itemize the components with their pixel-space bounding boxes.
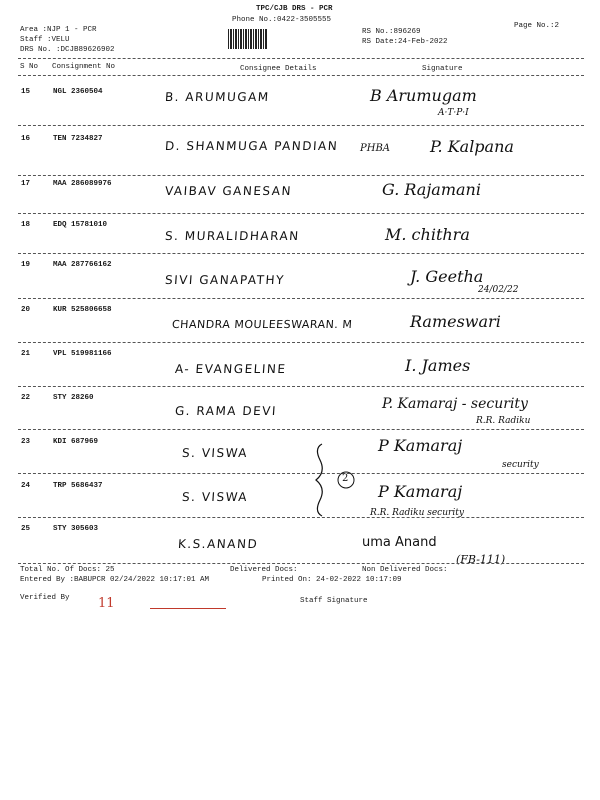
row-sno: 21 (21, 350, 31, 358)
row-consignee: S. MURALIDHARAN (164, 229, 301, 243)
row-signature: P Kamaraj (378, 482, 463, 501)
row-note: (FB-111) (456, 553, 506, 566)
barcode-image (228, 29, 268, 49)
row-consignee: G. RAMA DEVI (174, 404, 278, 418)
header-divider (18, 58, 584, 59)
row-signature: I. James (405, 356, 471, 375)
drs-number: DRS No. :DCJB89626902 (20, 46, 115, 54)
row-consignment: MAA 286089976 (53, 180, 112, 188)
row-consignee: S. VISWA (181, 446, 249, 460)
row-sno: 22 (21, 394, 31, 402)
row-sno: 25 (21, 525, 31, 533)
col-signature: Signature (422, 65, 463, 73)
col-consignee: Consignee Details (240, 65, 317, 73)
row-consignee: VAIBAV GANESAN (164, 184, 293, 198)
row-sno: 15 (21, 88, 31, 96)
row-consignment: EDQ 15781010 (53, 221, 108, 229)
row-consignee: S. VISWA (181, 490, 249, 504)
row-consignee: B. ARUMUGAM (164, 90, 271, 104)
row-sno: 16 (21, 135, 31, 143)
total-docs: Total No. Of Docs: 25 (20, 566, 115, 574)
row-consignment: TRP 5686437 (53, 482, 103, 490)
row-consignment: TEN 7234827 (53, 135, 103, 143)
columns-divider (18, 75, 584, 76)
col-sno: S No (20, 63, 39, 71)
row-sno: 23 (21, 438, 31, 446)
row-signature: P. Kalpana (430, 137, 514, 156)
brace-number: 2 (342, 473, 349, 484)
row-consignment: KUR 525806658 (53, 306, 112, 314)
row-note: R.R. Radiku security (370, 508, 464, 518)
row-signature: J. Geetha (410, 267, 484, 286)
verified-mark: 11 (98, 596, 115, 611)
row-consignee: CHANDRA MOULEESWARAN. M (171, 318, 353, 331)
row-sno: 20 (21, 306, 31, 314)
row-signature: P. Kamaraj - security (382, 396, 528, 412)
row-sno: 24 (21, 482, 31, 490)
row-signature: M. chithra (385, 225, 470, 244)
row-consignee: D. SHANMUGA PANDIAN (164, 139, 339, 153)
row-note: R.R. Radiku (476, 416, 531, 426)
row-note: 24/02/22 (478, 285, 519, 295)
row-signature: G. Rajamani (382, 180, 481, 199)
row-note: PHBA (360, 143, 391, 154)
non-delivered-docs: Non Delivered Docs: (362, 566, 448, 574)
row-sno: 19 (21, 261, 31, 269)
row-note: security (502, 460, 539, 470)
row-consignment: STY 305603 (53, 525, 99, 533)
row-note: A·T·P·I (438, 108, 469, 118)
row-consignee: SIVI GANAPATHY (164, 273, 286, 287)
row-consignment: MAA 287766162 (53, 261, 112, 269)
row-sno: 18 (21, 221, 31, 229)
verified-line (150, 608, 226, 609)
row-signature: uma Anand (362, 535, 437, 550)
row-consignment: NGL 2360504 (53, 88, 103, 96)
staff-signature: Staff Signature (300, 597, 368, 605)
row-consignee: A- EVANGELINE (174, 362, 287, 376)
row-divider (18, 563, 584, 564)
table-row (0, 515, 600, 567)
staff-label: Staff :VELU (20, 36, 70, 44)
row-consignee: K.S.ANAND (177, 537, 259, 551)
table-row (0, 78, 600, 130)
area-label: Area :NJP 1 - PCR (20, 26, 97, 34)
row-consignment: STY 28260 (53, 394, 94, 402)
row-signature: P Kamaraj (378, 436, 463, 455)
row-consignment: VPL 519981166 (53, 350, 112, 358)
phone-number: Phone No.:0422-3505555 (232, 16, 332, 24)
rs-date: RS Date:24-Feb-2022 (362, 38, 448, 46)
page-number: Page No.:2 (514, 22, 560, 30)
row-signature: Rameswari (410, 312, 501, 331)
row-sno: 17 (21, 180, 31, 188)
brace-mark (310, 440, 360, 520)
entered-by: Entered By :BABUPCR 02/24/2022 10:17:01 AM (20, 576, 210, 584)
verified-by: Verified By (20, 594, 70, 602)
delivered-docs: Delivered Docs: (230, 566, 298, 574)
row-signature: B Arumugam (370, 86, 477, 105)
col-consignment: Consignment No (52, 63, 116, 71)
row-consignment: KDI 687969 (53, 438, 99, 446)
rs-number: RS No.:896269 (362, 28, 421, 36)
printed-on: Printed On: 24-02-2022 10:17:09 (262, 576, 402, 584)
doc-title: TPC/CJB DRS - PCR (256, 5, 333, 13)
